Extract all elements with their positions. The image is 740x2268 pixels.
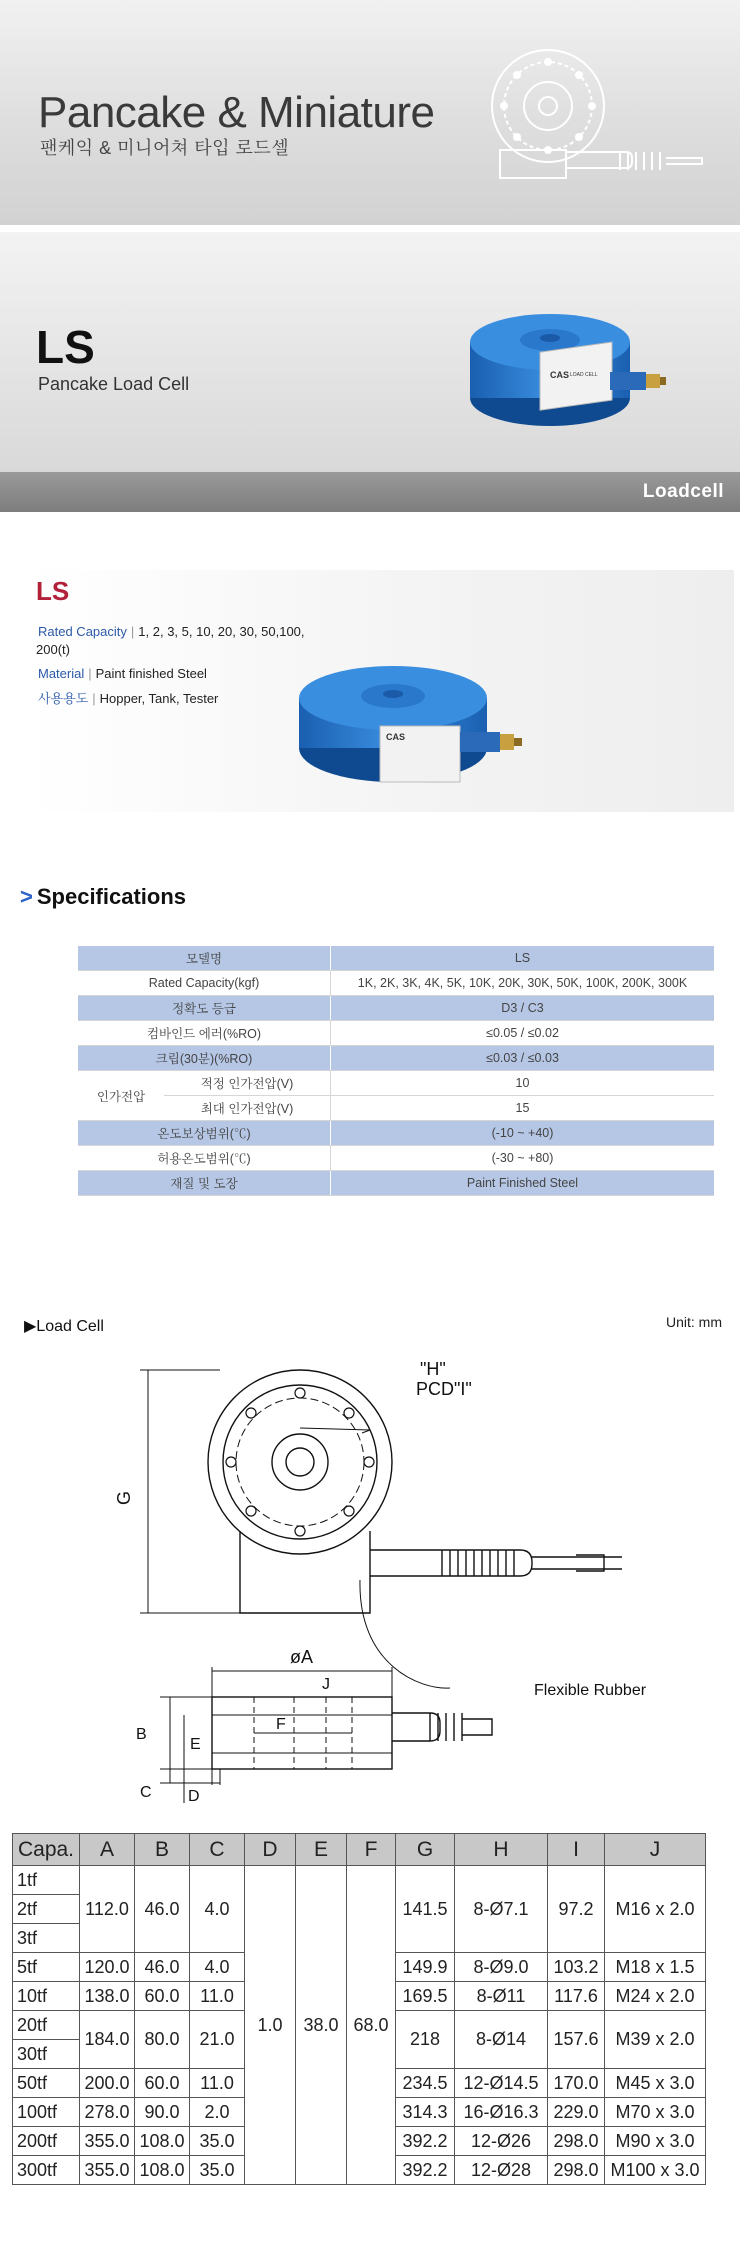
b-cell: 90.0 [135, 2098, 190, 2127]
h-cell: 12-Ø28 [455, 2156, 548, 2185]
spec-row [78, 1121, 714, 1146]
i-cell: 170.0 [548, 2069, 605, 2098]
a-cell: 112.0 [80, 1866, 135, 1953]
spec-label: 온도보상범위(℃) [78, 1121, 331, 1146]
col-header-b: B [135, 1834, 190, 1866]
category-bar [0, 472, 740, 512]
c-cell: 21.0 [190, 2011, 245, 2069]
spec-value: (-10 ~ +40) [331, 1121, 715, 1146]
h-cell: 8-Ø14 [455, 2011, 548, 2069]
a-cell: 278.0 [80, 2098, 135, 2127]
spec-label: 컴바인드 에러(%RO) [78, 1021, 331, 1046]
spec-row [78, 1021, 714, 1046]
col-header-i: I [548, 1834, 605, 1866]
capa-cell: 5tf [13, 1953, 80, 1982]
col-header-d: D [245, 1834, 296, 1866]
e-cell: 38.0 [296, 1866, 347, 2185]
col-header-c: C [190, 1834, 245, 1866]
label-j: J [322, 1676, 330, 1693]
spec-label: 모델명 [78, 946, 331, 971]
label-g: G [114, 1490, 134, 1505]
label-h: "H" [420, 1359, 446, 1379]
capa-cell: 1tf [13, 1866, 80, 1895]
product-card [28, 570, 734, 812]
j-cell: M45 x 3.0 [605, 2069, 706, 2098]
b-cell: 60.0 [135, 1982, 190, 2011]
c-cell: 4.0 [190, 1866, 245, 1953]
col-header-a: A [80, 1834, 135, 1866]
capa-cell: 30tf [13, 2040, 80, 2069]
product-description: Pancake Load Cell [38, 374, 190, 394]
spec-row [78, 946, 714, 971]
j-cell: M18 x 1.5 [605, 1953, 706, 1982]
b-cell: 108.0 [135, 2127, 190, 2156]
spec-label: 허용온도범위(℃) [78, 1146, 331, 1171]
c-cell: 11.0 [190, 1982, 245, 2011]
loadcell-product-image [470, 294, 690, 454]
a-cell: 138.0 [80, 1982, 135, 2011]
j-cell: M70 x 3.0 [605, 2098, 706, 2127]
rated-capacity-row: Rated Capacity | 1, 2, 3, 5, 10, 20, 30, 50,100, [38, 624, 305, 639]
capa-cell: 200tf [13, 2127, 80, 2156]
label-f: F [276, 1716, 286, 1733]
capa-cell: 2tf [13, 1895, 80, 1924]
i-cell: 229.0 [548, 2098, 605, 2127]
g-cell: 218 [396, 2011, 455, 2069]
capa-cell: 20tf [13, 2011, 80, 2040]
h-cell: 12-Ø14.5 [455, 2069, 548, 2098]
c-cell: 4.0 [190, 1953, 245, 1982]
capa-cell: 100tf [13, 2098, 80, 2127]
g-cell: 392.2 [396, 2156, 455, 2185]
spec-value: ≤0.05 / ≤0.02 [331, 1021, 715, 1046]
specifications-table [78, 946, 714, 1196]
label-flexible-rubber: Flexible Rubber [534, 1682, 647, 1699]
spec-row [78, 1071, 714, 1096]
h-cell: 8-Ø7.1 [455, 1866, 548, 1953]
spec-label: 최대 인가전압(V) [164, 1096, 331, 1121]
h-cell: 8-Ø9.0 [455, 1953, 548, 1982]
material-row: Material | Paint finished Steel [38, 666, 207, 681]
col-header-j: J [605, 1834, 706, 1866]
table-row [13, 1866, 706, 1895]
spec-value: Paint Finished Steel [331, 1171, 715, 1196]
col-header-e: E [296, 1834, 347, 1866]
col-header-g: G [396, 1834, 455, 1866]
a-cell: 184.0 [80, 2011, 135, 2069]
g-cell: 314.3 [396, 2098, 455, 2127]
product-banner [0, 232, 740, 472]
i-cell: 298.0 [548, 2127, 605, 2156]
material-value: Paint finished Steel [95, 666, 207, 681]
b-cell: 46.0 [135, 1953, 190, 1982]
spec-label: 정확도 등급 [78, 996, 331, 1021]
i-cell: 117.6 [548, 1982, 605, 2011]
b-cell: 80.0 [135, 2011, 190, 2069]
label-c: C [140, 1784, 152, 1801]
g-cell: 392.2 [396, 2127, 455, 2156]
product-card-image [298, 662, 528, 790]
spec-row [78, 1171, 714, 1196]
h-cell: 16-Ø16.3 [455, 2098, 548, 2127]
f-cell: 68.0 [347, 1866, 396, 2185]
i-cell: 157.6 [548, 2011, 605, 2069]
rated-capacity-row-cont: 200(t) [36, 642, 70, 657]
drawing-title: ▶Load Cell [24, 1318, 104, 1335]
label-pcd: PCD"I" [416, 1379, 472, 1399]
spec-value: (-30 ~ +80) [331, 1146, 715, 1171]
c-cell: 35.0 [190, 2156, 245, 2185]
drawing-unit: Unit: mm [666, 1314, 722, 1330]
i-cell: 298.0 [548, 2156, 605, 2185]
usage-row: 사용용도 | Hopper, Tank, Tester [38, 691, 219, 706]
specifications-heading [20, 884, 186, 910]
capa-cell: 50tf [13, 2069, 80, 2098]
d-cell: 1.0 [245, 1866, 296, 2185]
load-cell-technical-drawing [114, 1345, 680, 1815]
banner-title: Pancake & Miniature [38, 88, 435, 137]
label-brand: CAS [550, 370, 570, 380]
rated-capacity-key: Rated Capacity [38, 624, 127, 639]
spec-value: ≤0.03 / ≤0.03 [331, 1046, 715, 1071]
material-key: Material [38, 666, 85, 681]
j-cell: M16 x 2.0 [605, 1866, 706, 1953]
spec-label: 크립(30분)(%RO) [78, 1046, 331, 1071]
b-cell: 46.0 [135, 1866, 190, 1953]
col-header-h: H [455, 1834, 548, 1866]
h-cell: 12-Ø26 [455, 2127, 548, 2156]
specifications-title: Specifications [36, 884, 187, 909]
capa-cell: 3tf [13, 1924, 80, 1953]
g-cell: 141.5 [396, 1866, 455, 1953]
col-header-f: F [347, 1834, 396, 1866]
category-label: Loadcell [642, 481, 724, 502]
a-cell: 355.0 [80, 2127, 135, 2156]
heading-marker: > [20, 884, 33, 909]
b-cell: 60.0 [135, 2069, 190, 2098]
col-header-capa: Capa. [13, 1834, 80, 1866]
spec-value: 10 [331, 1071, 715, 1096]
j-cell: M24 x 2.0 [605, 1982, 706, 2011]
spec-label: 재질 및 도장 [78, 1171, 331, 1196]
j-cell: M90 x 3.0 [605, 2127, 706, 2156]
spec-row [78, 1046, 714, 1071]
j-cell: M39 x 2.0 [605, 2011, 706, 2069]
spec-value: D3 / C3 [331, 996, 715, 1021]
spec-group-label: 인가전압 [78, 1071, 164, 1121]
j-cell: M100 x 3.0 [605, 2156, 706, 2185]
g-cell: 234.5 [396, 2069, 455, 2098]
spec-row [78, 971, 714, 996]
label-b: B [136, 1726, 147, 1743]
c-cell: 35.0 [190, 2127, 245, 2156]
h-cell: 8-Ø11 [455, 1982, 548, 2011]
a-cell: 200.0 [80, 2069, 135, 2098]
category-banner [0, 0, 740, 225]
spec-value: 1K, 2K, 3K, 4K, 5K, 10K, 20K, 30K, 50K, 100K, 200K, 300K [331, 971, 715, 996]
banner-subtitle: 팬케익 & 미니어쳐 타입 로드셀 [40, 138, 290, 158]
label-e: E [190, 1736, 201, 1753]
spec-value: LS [331, 946, 715, 971]
capa-cell: 300tf [13, 2156, 80, 2185]
usage-value: Hopper, Tank, Tester [99, 691, 219, 706]
label-type: LOAD CELL [570, 372, 598, 378]
g-cell: 169.5 [396, 1982, 455, 2011]
b-cell: 108.0 [135, 2156, 190, 2185]
label-d: D [188, 1788, 200, 1805]
card-label-brand: CAS [386, 732, 406, 742]
dimensions-table [12, 1833, 706, 2185]
c-cell: 11.0 [190, 2069, 245, 2098]
capa-cell: 10tf [13, 1982, 80, 2011]
loadcell-outline-illustration [470, 40, 710, 190]
i-cell: 103.2 [548, 1953, 605, 1982]
spec-label: 적정 인가전압(V) [164, 1071, 331, 1096]
i-cell: 97.2 [548, 1866, 605, 1953]
rated-capacity-value: 1, 2, 3, 5, 10, 20, 30, 50,100, [138, 624, 305, 639]
dimensions-header-row [13, 1834, 706, 1866]
product-model: LS [36, 321, 95, 373]
label-a: øA [290, 1647, 314, 1667]
g-cell: 149.9 [396, 1953, 455, 1982]
spec-value: 15 [331, 1096, 715, 1121]
a-cell: 120.0 [80, 1953, 135, 1982]
spec-row [78, 996, 714, 1021]
product-card-name: LS [36, 576, 70, 606]
c-cell: 2.0 [190, 2098, 245, 2127]
usage-key: 사용용도 [38, 691, 89, 706]
spec-row [78, 1096, 714, 1121]
spec-row [78, 1146, 714, 1171]
spec-label: Rated Capacity(kgf) [78, 971, 331, 996]
a-cell: 355.0 [80, 2156, 135, 2185]
